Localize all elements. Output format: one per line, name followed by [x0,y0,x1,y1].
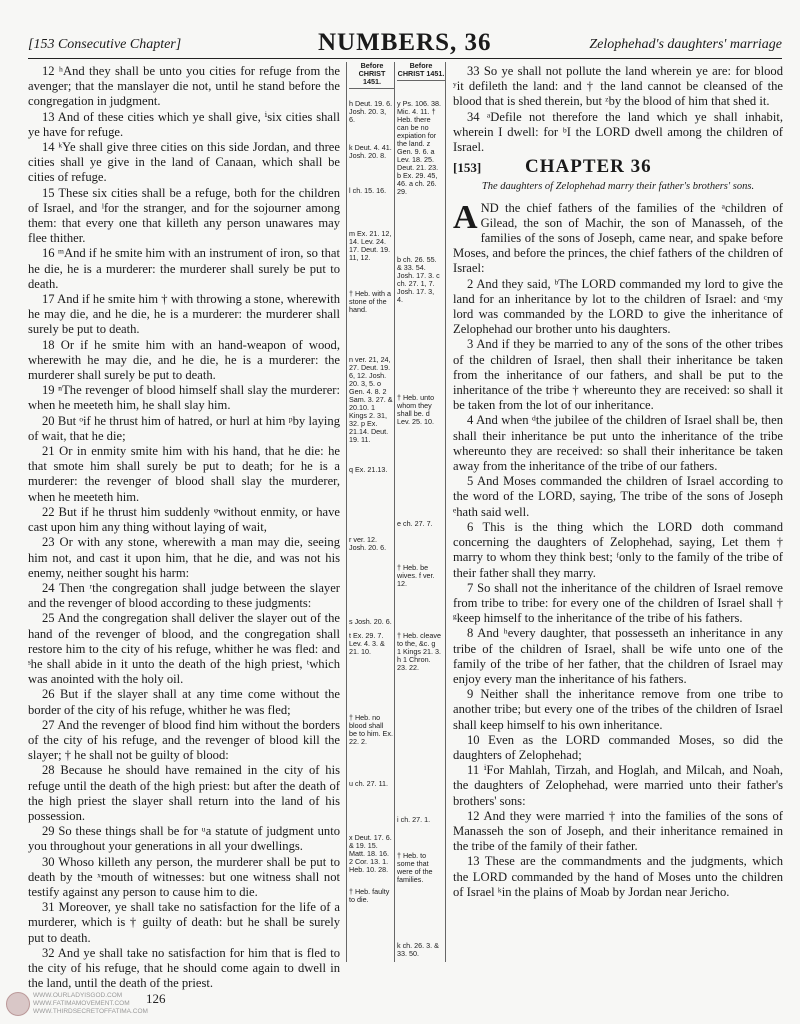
page-footer [6,990,206,1020]
margin-note: † Heb. to some that were of the families. [397,851,433,884]
verse: 13 These are the commandments and the judgments, which the LORD commanded by the hand of Moses unto the children of Israel ᵏin the plains of Moab by Jordan near Jericho. [453,854,783,899]
verse: 10 Even as the LORD commanded Moses, so did the daughters of Zelophehad; [453,732,783,762]
margin-note: t Ex. 29. 7. Lev. 4. 3. & 21. 10. [349,631,385,656]
margin-note: k Deut. 4. 41. Josh. 20. 8. [349,143,392,160]
verse: 32 And ye shall take no satisfaction for him that is fled to the city of his refuge, that he should come again to dwell in the land, until the death of the priest. [28,945,340,991]
running-title: Zelophehad's daughters' marriage [589,37,782,52]
website-line: WWW.OURLADYISGOD.COM [33,992,123,999]
margin-note: x Deut. 17. 6. & 19. 15. Matt. 18. 16. 2 Cor. 13. 1. Heb. 10. 28. [349,833,392,874]
verse: 14 ᵏYe shall give three cities on this side Jordan, and three cities shall ye give in the land of Canaan, which shall be cities of refuge. [28,140,340,185]
verse: 2 And they said, ᵇThe LORD commanded my lord to give the land for an inheritance by lot to the children of Israel: and ᶜmy lord was commanded by the LORD to give the inheritance of Zelophehad our brother unto his daughters. [453,276,783,337]
verse: 30 Whoso killeth any person, the murderer shall be put to death by the ˣmouth of witnesses: but one witness shall not testify against any person to cause him to die. [28,854,340,899]
seal-icon [6,992,30,1016]
chapter-first-verse [453,198,783,277]
chapter-reference: [153 Consecutive Chapter] [28,37,182,52]
verse: 6 This is the thing which the LORD doth command concerning the daughters of Zelophehad, saying, Let them † marry to whom they think best; ᶠonly to the family of the tribe of their father shall they marry. [453,519,783,580]
website-list [33,992,148,1016]
margin-note: r ver. 12. Josh. 20. 6. [349,535,387,552]
margin-note: q Ex. 21.13. [349,465,388,474]
margin-date-heading: Before CHRIST 1451. [349,62,395,89]
margin-note: s Josh. 20. 6. [349,617,392,626]
chapter-number: [153] [453,160,482,176]
verse: 31 Moreover, ye shall take no satisfaction for the life of a murderer, which is † guilty of death: but he shall be surely put to death. [28,900,340,945]
margin-note: b ch. 26. 55. & 33. 54. Josh. 17. 3. c ch. 27. 1, 7. Josh. 17. 3, 4. [397,255,440,304]
verse: 21 Or in enmity smite him with his hand, that he die: he that smote him shall surely be put to death; for he is a murderer: the revenger of blood shall slay the murderer, when he meeteth him. [28,444,340,504]
verse: 18 Or if he smite him with an hand-weapon of wood, wherewith he may die, and he die, he is a murderer: the murderer shall surely be put to death. [28,337,340,383]
chapter-summary: The daughters of Zelophehad marry their father's brothers' sons. [481,181,755,193]
margin-note: † Heb. with a stone of the hand. [349,289,391,314]
margin-note: † Heb. unto whom they shall be. d Lev. 25. 10. [397,393,435,426]
verse: 19 ⁿThe revenger of blood himself shall slay the murderer: when he meeteth him, he shall slay him. [28,383,340,413]
verse: 27 And the revenger of blood find him without the borders of the city of his refuge, and the revenger of blood kill the slayer; † he shall not be guilty of blood: [28,717,340,763]
verse: 16 ᵐAnd if he smite him with an instrument of iron, so that he die, he is a murderer: the murderer shall surely be put to death. [28,246,340,291]
verse: 12 ʰAnd they shall be unto you cities for refuge from the avenger; that the manslayer die not, until he stand before the congregation in judgment. [28,64,340,109]
verse: 4 And when ᵈthe jubilee of the children of Israel shall be, then shall their inheritance be put unto the inheritance of the tribe whereunto they are received: so shall their inheritance be taken away from the inheritance of the tribe of our fathers. [453,413,783,474]
verse: 20 But ᵒif he thrust him of hatred, or hurl at him ᵖby laying of wait, that he die; [28,413,340,443]
verse: 25 And the congregation shall deliver the slayer out of the hand of the revenger of blood, and the congregation shall restore him to the city of his refuge, whither he was fled: and ˢhe shall abide in it unto the death of the high priest, ᵗwhich was anointed with the holy oil. [28,611,340,687]
verse: 23 Or with any stone, wherewith a man may die, seeing him not, and cast it upon him, that he die, and was not his enemy, neither sought his harm: [28,535,340,580]
margin-note: † Heb. cleave to the, &c. g 1 Kings 21. 3. h 1 Chron. 23. 22. [397,631,441,672]
margin-note: † Heb. no blood shall be to him. Ex. 22. 2. [349,713,393,746]
margin-notes-right [394,62,446,962]
margin-note: k ch. 26. 3. & 33. 50. [397,941,439,958]
margin-note: y Ps. 106. 38. Mic. 4. 11. † Heb. there can be no expiation for the land. z Gen. 9. 6. a Lev. 18. 25. Deut. 21. 23. b Ex. 29. 45, 46. a ch. 26. 29. [397,99,441,196]
page-number: 126 [146,991,166,1006]
drop-cap: A [453,198,478,236]
verse: 15 These six cities shall be a refuge, both for the children of Israel, and ˡfor the stranger, and for the sojourner among them: that every one that killeth any person unawares may flee thither. [28,185,340,246]
page-header [28,28,782,59]
margin-note: n ver. 21, 24, 27. Deut. 19. 6, 12. Josh. 20. 3, 5. o Gen. 4. 8. 2 Sam. 3. 27. & 20.10. 1 Kings 2. 31, 32. p Ex. 21.14. Deut. 19. 11. [349,355,393,444]
verse: 7 So shall not the inheritance of the children of Israel remove from tribe to tribe: for every one of the children of Israel shall † ᵍkeep himself to the inheritance of the tribe of his fathers. [453,580,783,626]
verse: 33 So ye shall not pollute the land wherein ye are: for blood ʸit defileth the land: and † the land cannot be cleansed of the blood that is shed therein, but ᶻby the blood of him that shed it. [453,64,783,109]
verse: 29 So these things shall be for ᵘa statute of judgment unto you throughout your generations in all your dwellings. [28,824,340,854]
margin-note: i ch. 27. 1. [397,815,431,824]
verse: 12 And they were married † into the families of the sons of Manasseh the son of Joseph, and their inheritance remained in the tribe of the family of their father. [453,808,783,854]
margin-note: m Ex. 21. 12, 14. Lev. 24. 17. Deut. 19. 11, 12. [349,229,392,262]
verse: 26 But if the slayer shall at any time come without the border of the city of his refuge, whither he was fled; [28,687,340,717]
verse: 13 And of these cities which ye shall give, ⁱsix cities shall ye have for refuge. [28,109,340,139]
margin-note: h Deut. 19. 6. Josh. 20. 3, 6. [349,99,393,124]
right-text-column [453,64,783,900]
margin-notes-left [346,62,395,962]
book-title: NUMBERS, 36 [318,29,492,56]
first-verse-text: ND the chief fathers of the families of the ᵃchildren of Gilead, the son of Machir, the son of Manasseh, of the families of the sons of Joseph, came near, and spake before Moses, and before the princes, the chief fathers of the children of Israel: [453,200,783,276]
verse: 28 Because he should have remained in the city of his refuge until the death of the high priest: but after the death of the high priest the slayer shall return into the land of his possession. [28,763,340,823]
left-text-column [28,64,340,991]
margin-date-heading: Before CHRIST 1451. [397,62,445,81]
chapter-heading [453,156,783,178]
verse: 34 ᵃDefile not therefore the land which ye shall inhabit, wherein I dwell: for ᵇI the LORD dwell among the children of Israel. [453,109,783,155]
margin-note: † Heb. faulty to die. [349,887,390,904]
margin-note: † Heb. be wives. f ver. 12. [397,563,435,588]
verse: 9 Neither shall the inheritance remove from one tribe to another tribe; but every one of the tribes of the children of Israel shall keep himself to his own inheritance. [453,687,783,732]
website-line: WWW.THIRDSECRETOFFATIMA.COM [33,1008,148,1015]
margin-note: e ch. 27. 7. [397,519,433,528]
verse: 8 And ʰevery daughter, that possesseth an inheritance in any tribe of the children of Israel, shall be wife unto one of the family of the tribe of her father, that the children of Israel may enjoy every man the inheritance of his fathers. [453,626,783,686]
verse: 24 Then ʳthe congregation shall judge between the slayer and the revenger of blood according to these judgments: [28,580,340,611]
verse: 5 And Moses commanded the children of Israel according to the word of the LORD, saying, The tribe of the sons of Joseph ᵉhath said well. [453,474,783,519]
margin-note: l ch. 15. 16. [349,186,387,195]
website-line: WWW.FATIMAMOVEMENT.COM [33,1000,130,1007]
verse: 3 And if they be married to any of the sons of the other tribes of the children of Israel, then shall their inheritance be taken from the inheritance of our fathers, and shall be put to the inheritance of the tribe † whereunto they are received: so shall it be taken from the lot of our inheritance. [453,337,783,413]
verse: 11 ⁱFor Mahlah, Tirzah, and Hoglah, and Milcah, and Noah, the daughters of Zelophehad, were married unto their father's brothers' sons: [453,763,783,808]
chapter-title: CHAPTER 36 [525,156,652,178]
margin-note: u ch. 27. 11. [349,779,389,788]
verse: 17 And if he smite him † with throwing a stone, wherewith he may die, and he die, he is a murderer: the murderer shall surely be put to death. [28,292,340,337]
verse: 22 But if he thrust him suddenly ᵠwithout enmity, or have cast upon him any thing without laying of wait, [28,504,340,535]
